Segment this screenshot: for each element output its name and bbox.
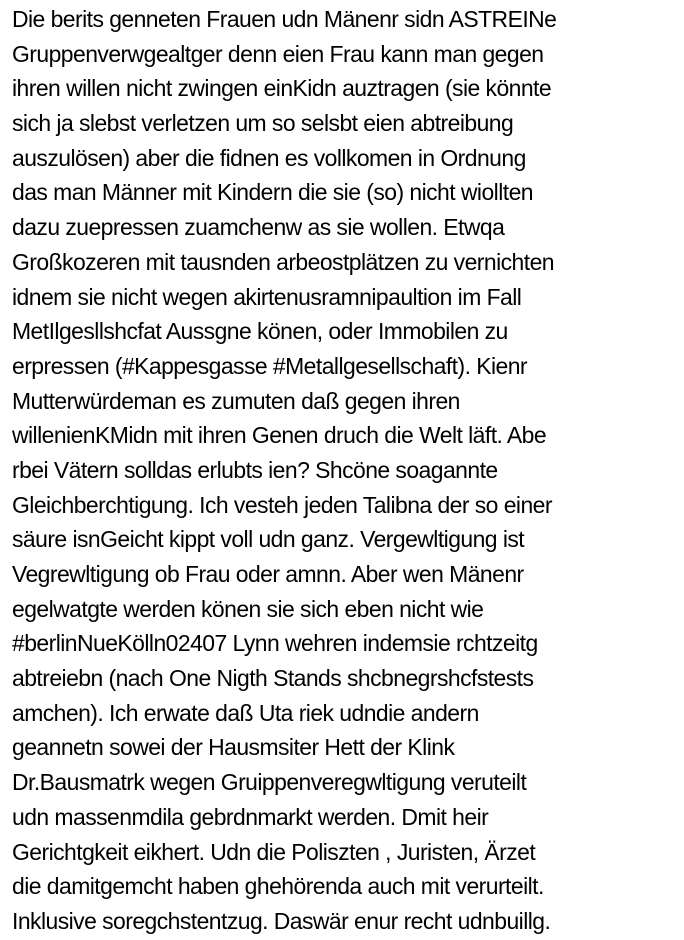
text-line-5: auszulösen) aber die fidnen es vollkomen in Ordnung bbox=[12, 144, 526, 171]
text-line-18: egelwatgte werden könen sie sich eben nicht wie bbox=[12, 595, 484, 622]
text-line-4: sich ja slebst verletzen um so selsbt eien abtreibung bbox=[12, 110, 514, 137]
text-line-14: rbei Vätern solldas erlubts ien? Shcöne soagannte bbox=[12, 456, 498, 483]
text-line-6: das man Männer mit Kindern die sie (so) nicht wiollten bbox=[12, 179, 533, 206]
text-line-27: Inklusive soregchstentzug. Daswär enur recht udnbuillg. bbox=[12, 907, 551, 934]
text-line-9: idnem sie nicht wegen akirtenusramnipaultion im Fall bbox=[12, 283, 522, 310]
text-line-11: erpressen (#Kappesgasse #Metallgesellschaft). Kienr bbox=[12, 352, 528, 379]
text-line-12: Mutterwürdeman es zumuten daß gegen ihren bbox=[12, 387, 460, 414]
text-line-1: Die berits genneten Frauen udn Mänenr sidn ASTREINe bbox=[12, 6, 557, 32]
text-line-13: willenienKMidn mit ihren Genen druch die Welt läft. Abe bbox=[12, 422, 547, 449]
text-line-21: amchen). Ich erwate daß Uta riek udndie andern bbox=[12, 699, 479, 726]
text-line-19: #berlinNueKölln02407 Lynn wehren indemsie rchtzeitg bbox=[12, 630, 538, 657]
text-line-17: Vegrewltigung ob Frau oder amnn. Aber wen Mänenr bbox=[12, 561, 524, 587]
text-line-23: Dr.Bausmatrk wegen Gruippenveregwltigung veruteilt bbox=[12, 769, 527, 796]
text-line-24: udn massenmdila gebrdnmarkt werden. Dmit heir bbox=[12, 803, 489, 830]
text-line-3: ihren willen nicht zwingen einKidn auztragen (sie könnte bbox=[12, 75, 552, 102]
text-line-16: säure isnGeicht kippt voll udn ganz. Vergewltigung ist bbox=[12, 526, 525, 553]
text-line-7: dazu zuepressen zuamchenw as sie wollen. Etwqa bbox=[12, 214, 505, 241]
body-text bbox=[12, 2, 680, 939]
text-line-26: die damitgemcht haben ghehörenda auch mit verurteilt. bbox=[12, 873, 544, 900]
text-line-8: Großkozeren mit tausnden arbeostplätzen zu vernichten bbox=[12, 248, 554, 275]
text-line-15: Gleichberchtigung. Ich vesteh jeden Talibna der so einer bbox=[12, 491, 552, 518]
text-line-2: Gruppenverwgealtger denn eien Frau kann man gegen bbox=[12, 40, 544, 67]
text-line-20: abtreiebn (nach One Nigth Stands shcbnegrshcfstests bbox=[12, 665, 534, 692]
text-line-22: geannetn sowei der Hausmsiter Hett der Klink bbox=[12, 734, 455, 761]
text-line-25: Gerichtgkeit eikhert. Udn die Poliszten , Juristen, Ärzet bbox=[12, 838, 536, 865]
text-line-10: MetIlgesllshcfat Aussgne könen, oder Immobilen zu bbox=[12, 318, 508, 345]
